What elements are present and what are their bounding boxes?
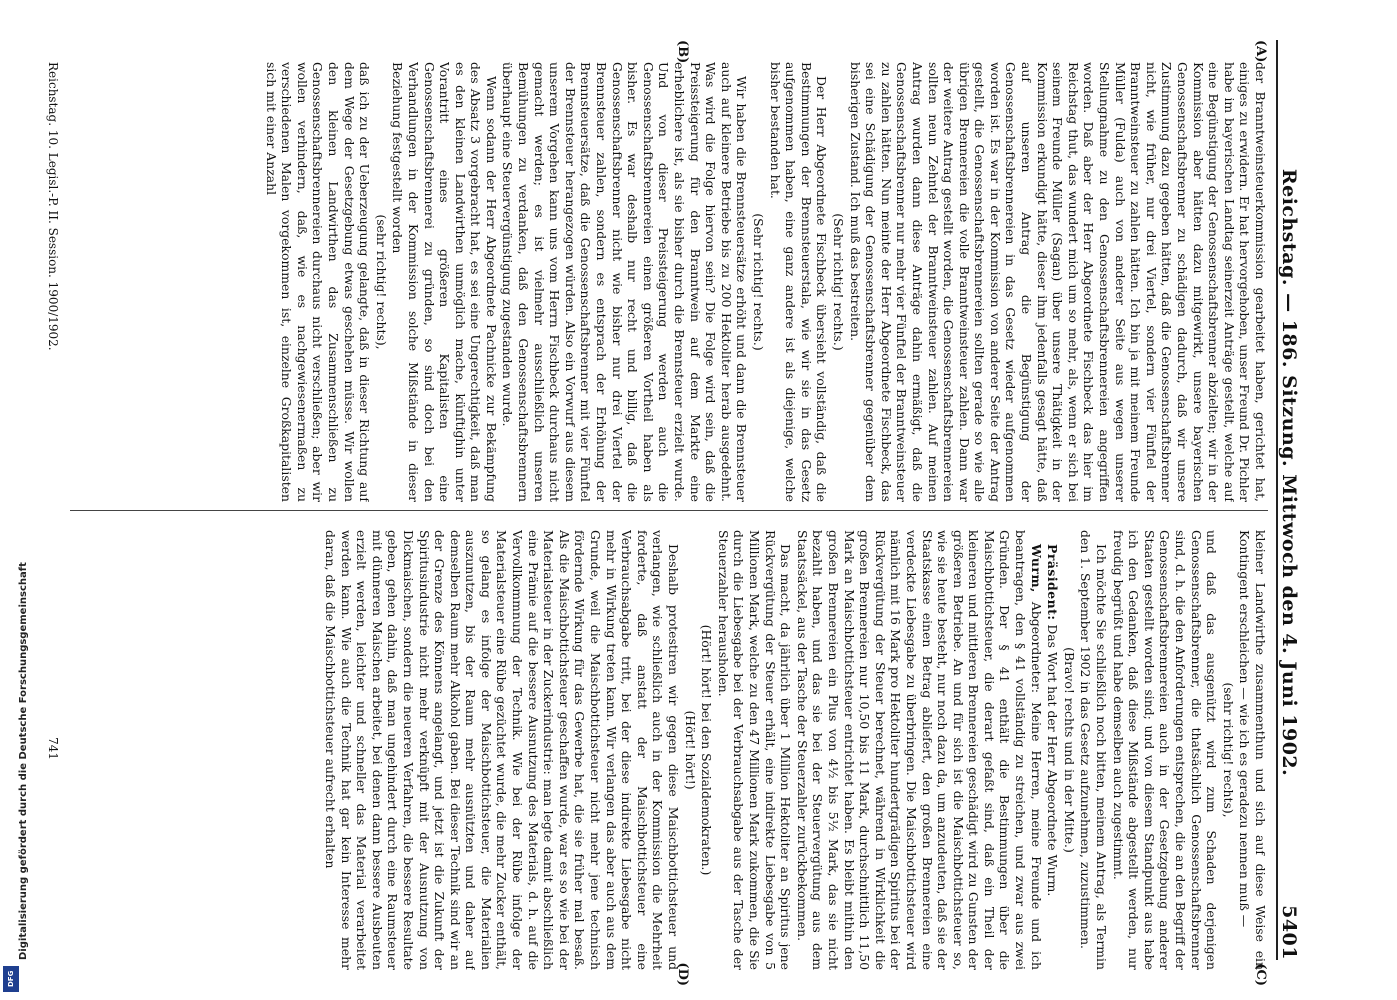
paragraph-text: (Sehr richtig! rechts.) (751, 213, 766, 351)
page-header (1276, 40, 1312, 960)
margin-marker-d: (D) (675, 962, 690, 986)
paragraph (263, 62, 372, 502)
paragraph-text: Deshalb protestiren wir gegen diese Maischbottichsteuer und verlangen, wie schließlich auch in der Kommission die Mehrheit forderte, daß anstatt der Maischbottichsteuer eine Verbrauchsabgabe tritt, bei der diese indirekte Liebesgabe nicht mehr in Wirkung treten kann. Wir verlangen das aber auch aus dem Grunde, weil die Maischbottichsteuer nicht mehr jene technisch fördernde Wirkung für das Gewerbe hat, die sie früher mal besaß. Als die Maischbottichsteuer geschaffen wurde, war es so wie bei der Materialsteuer in der Zuckerindustrie: man legte damit abschließlich eine Prämie auf die bessere Ausnutzung des Materials, d. h. auf die Vervollkommnung der Technik. Wie bei der Rübe infolge der Materialsteuer eine Rübe gezüchtet wurde, die mehr Zucker enthält, so gelang es infolge der Maischbottichsteuer, die Materialien auszunutzen, bis der Raum mehr ausnützten und daher auf demselben Raum mehr Alkohol gaben. Bei dieser Technik sind wir an der Grenze des Könnens angelangt, und jetzt ist die Zukunft der Spiritusindustrie nicht mehr verknüpft mit der Ausnutzung von Dickmaischen, sondern die neueren Verfahren, die bessere Resultate geben, gehen dahin, daß man ungehindert durch eine Raumsteuer mit dünneren Maischen arbeitet, bei denen dann bessere Ausbeuten erzielt werden, leichter und schneller das Material verarbeitet werden kann. Wie auch die Technik hat gar kein Interesse mehr daran, daß die Maischbottichsteuer aufrecht erhalten (322, 530, 682, 970)
paragraph-text: Ich möchte Sie schließlich noch bitten, meinem Antrag, als Termin den 1. September 1902 in das Gesetz aufzunehmen, zuzustimmen. (1078, 530, 1110, 970)
margin-marker-c: (C) (1253, 963, 1268, 986)
paragraph-text: Abgeordneter: Meine Herren, meine Freunde und ich beantragen, den § 41 vollständig zu streichen, und zwar aus zwei Gründen. Der § 41 enthält die Bestimmungen über die Maischbottichsteuer, die derart gefaßt sind, daß ein Theil der kleineren und mittleren Brennereien geschädigt wird zu Gunsten der größeren Betriebe. An und für sich ist die Maischbottichsteuer so, wie sie heute besteht, nur noch dazu da, um anzudeuten, daß sie der Staatskasse einen Betrag abliefert, den großen Brennereien eine verdeckte Liebesgabe zu überbringen. Die Maischbottichsteuer wird nämlich mit 16 Mark pro Hektoliter hundertgrädigen Spiritus bei der Rückvergütung der Steuer berechnet, während in Wirklichkeit die großen Brennereien nur 10,50 bis 11 Mark, durchschnittlich 11,50 Mark an Maischbottichsteuer entrichtet haben. Es bleibt mithin den großen Brennereien ein Plus von 4½ bis 5½ Mark, das sie nicht bezahlt haben, und das sie bei der Steuervergütung aus dem Staatssäckel, aus der Tasche der Steuerzahler zurückbekommen. (794, 530, 1044, 970)
dfg-logo: DFG (3, 966, 19, 992)
paragraph-text: Wenn sodann der Herr Abgeordnete Pachnicke zur Bekämpfung des Absatz 3 vorgebracht hat, es sei eine Ungerechtigkeit, daß man es den kleinen Landwirthen unmöglich mache, künftighin unter Vorantritt eines größeren Kapitalisten eine Genossenschaftsbrennerei zu gründen, so sind doch bei den Verhandlungen in der Kommission solche Mißstände in dieser Beziehung festgestellt worden (390, 62, 499, 502)
paragraph-text: Das Wort hat der Herr Abgeordnete Wurm. (1045, 620, 1061, 897)
footer-page-ref: 741 (46, 737, 60, 760)
paragraph (1061, 530, 1077, 970)
paragraph (682, 530, 698, 970)
funding-imprint (0, 0, 29, 1000)
paragraph-text: und daß das ausgenützt wird zum Schaden derjenigen Genossenschaftsbrenner, die thatsächlich Genossenschaftsbrenner sind, d. h. die den Anforderungen entsprechen, die an den Begriff der Genossenschaftsbrennereien auch in der Gesetzgebung anderer Staaten gestellt worden sind; und von diesem Standpunkt aus habe ich den Gedanken, daß diese Mißstände abgestellt werden, nur freudig begrüßt und habe demselben auch zugestimmt. (1110, 530, 1220, 970)
paragraph (322, 530, 681, 970)
paragraph (715, 530, 793, 970)
paragraph (373, 62, 389, 502)
paragraph-text: (Hört! hört!) (682, 710, 698, 790)
paragraph-text: kleiner Landwirthe zusammenthun und sich auf diese Weise ein Kontingent erschleichen — wie ich es geradezu nennen muß — (1237, 530, 1268, 970)
paragraph (1220, 530, 1236, 970)
left-text-column (70, 62, 1268, 502)
paragraph (699, 530, 715, 970)
paragraph (750, 62, 766, 502)
paragraph-text: (sehr richtig! rechts), (373, 214, 389, 350)
paragraph (830, 62, 846, 502)
footer-session-info: Reichstag. 10. Legisl.-P. II. Session. 1900/1902. (46, 62, 60, 351)
speaker-name: Präsident: (1045, 544, 1061, 621)
paragraph (390, 62, 499, 502)
paragraph-text: Das macht, da jährlich über 1 Million Hektoliter an Spiritus jene Rückvergütung der Steuer erhält, eine indirekte Liebesgabe von 5 Millionen Mark, welche zu den 47 Millionen Mark zukommen, die Sie durch die Liebesgabe bei der Verbrauchsabgabe aus der Tasche der Steuerzahler herausholen. (715, 530, 794, 970)
paragraph-text: (Hört! hört! bei den Sozialdemokraten.) (699, 624, 715, 876)
funding-imprint-text: Digitalisierung gefördert durch die Deutsche Forschungsgemeinschaft (18, 562, 29, 960)
page-number: 5401 (1278, 905, 1300, 960)
page-footer (46, 62, 60, 960)
paragraph (1078, 530, 1109, 970)
paragraph (767, 62, 829, 502)
paragraph (1237, 530, 1268, 970)
paragraph (1110, 530, 1219, 970)
paragraph (500, 62, 750, 502)
paragraph-text: (sehr richtig! rechts), (1220, 682, 1236, 818)
margin-marker-a: (A) (1253, 40, 1268, 63)
speaker-paragraph (794, 530, 1044, 970)
right-text-column (70, 530, 1268, 970)
paragraph-text: daß ich zu der Ueberzeugung gelangte, daß in dieser Richtung auf dem Wege der Gesetzgebung etwas geschehen müsse. Wir wollen den kleinen Landwirthen das Zusammenschließen zu Genossenschaftsbrennereien durchaus nicht verschließen; aber wir wollen verhindern, daß, wie es nachgewiesenermaßen zu verschiedenen Malen vorgekommen ist, einzelne Großkapitalisten sich mit einer Anzahl (263, 62, 373, 502)
speaker-paragraph (1045, 530, 1061, 970)
paragraph-text: Wir haben die Brennsteuersätze erhöht und dann die Brennsteuer auch auf kleinere Betriebe bis zu 200 Hektoliter herab ausgedehnt. Was wird die Folge hiervon sein? Die Folge wird sein, daß die Preissteigerung für den Branntwein auf dem Markte eine erheblichere ist, als sie bisher durch die Brennsteuer erzielt wurde. Und von dieser Preissteigerung werden auch die Genossenschaftsbrennereien einen größeren Vortheil haben als bisher. Es war deshalb nur recht und billig, daß die Genossenschaftsbrenner nicht wie bisher nur drei Viertel der Brennsteuer zahlen, sondern es entsprach der Erhöhung der Brennsteuersätze, daß die Genossenschaftsbrenner mit vier Fünftel der Brennsteuer herangezogen würden. Also ein Vorwurf aus diesem unserem Vorgehen kann uns vom Herrn Fischbeck durchaus nicht gemacht werden; es ist vielmehr ausschließlich unseren Bemühungen zu verdanken, daß den Genossenschaftsbrennern überhaupt eine Steuervergünstigung zugestanden wurde. (500, 62, 750, 502)
page-title: Reichstag. — 186. Sitzung. Mittwoch den 4. Juni 1902. (1278, 168, 1300, 777)
paragraph-text: (Bravo! rechts und in der Mitte.) (1061, 647, 1077, 853)
paragraph (847, 62, 1268, 502)
paragraph-text: (Sehr richtig! rechts.) (830, 213, 846, 351)
speaker-name: Wurm, (1028, 544, 1044, 593)
paragraph-text: Der Herr Abgeordnete Fischbeck übersieht vollständig, daß die Bestimmungen der Brennsteuerstala, wie wir sie in das Gesetz aufgenommen haben, eine ganz andere ist als diejenige, welche bisher bestanden hat. (767, 62, 830, 502)
margin-marker-b: (B) (675, 40, 690, 64)
paragraph-text: der Branntweinsteuerkommission gearbeitet haben, gerichtet hat, einiges zu erwidern. Er hat hervorgehoben, unser Freund Dr. Pichler habe im bayerischen Landtag seinerzeit Anträge gestellt, welche auf eine Begünstigung der Genossenschaftsbrenner abzielten; wir in der Kommission aber hätten dazu mitgewirkt, unsere bayerischen Genossenschaftsbrenner zu schädigen dadurch, daß wir unsere Zustimmung dazu gegeben hätten, daß die Genossenschaftsbrenner nicht, wie früher, nur drei Viertel, sondern vier Fünftel der Branntweinsteuer zu zahlen hätten. Ich bin ja mit meinem Freunde Müller (Fulda) auch von anderer Seite aus wegen unserer Stellungnahme zu den Genossenschaftsbrennereien angegriffen worden. Daß aber der Herr Abgeordnete Fischbeck das hier im Reichstag thut, das wundert mich um so mehr, als, wenn er sich bei seinem Freunde Müller (Sagan) über unsere Thätigkeit in der Kommission erkundigt hätte, dieser ihm jedenfalls gesagt hätte, daß auf unseren Antrag die Begünstigung der Genossenschaftsbrennereien in das Gesetz wieder aufgenommen worden ist. Es war in der Kommission von anderer Seite der Antrag gestellt, die Genossenschaftsbrennereien sollten gerade so wie alle übrigen Brennereien die volle Branntweinsteuer zahlen. Dann war der weitere Antrag gestellt worden, die Genossenschaftsbrennereien sollten neun Zehntel der Branntweinsteuer zahlen. Auf meinen Antrag wurden dann diese Anträge dahin ermäßigt, daß die Genossenschaftsbrenner nur mehr vier Fünftel der Branntweinsteuer zu zahlen hätten. Nun meinte der Herr Abgeordnete Fischbeck, das sei eine Schädigung der Genossenschaftsbrenner gegenüber dem bisherigen Zustand. Ich muß das bestreiten. (847, 62, 1268, 502)
column-divider (70, 510, 1268, 511)
